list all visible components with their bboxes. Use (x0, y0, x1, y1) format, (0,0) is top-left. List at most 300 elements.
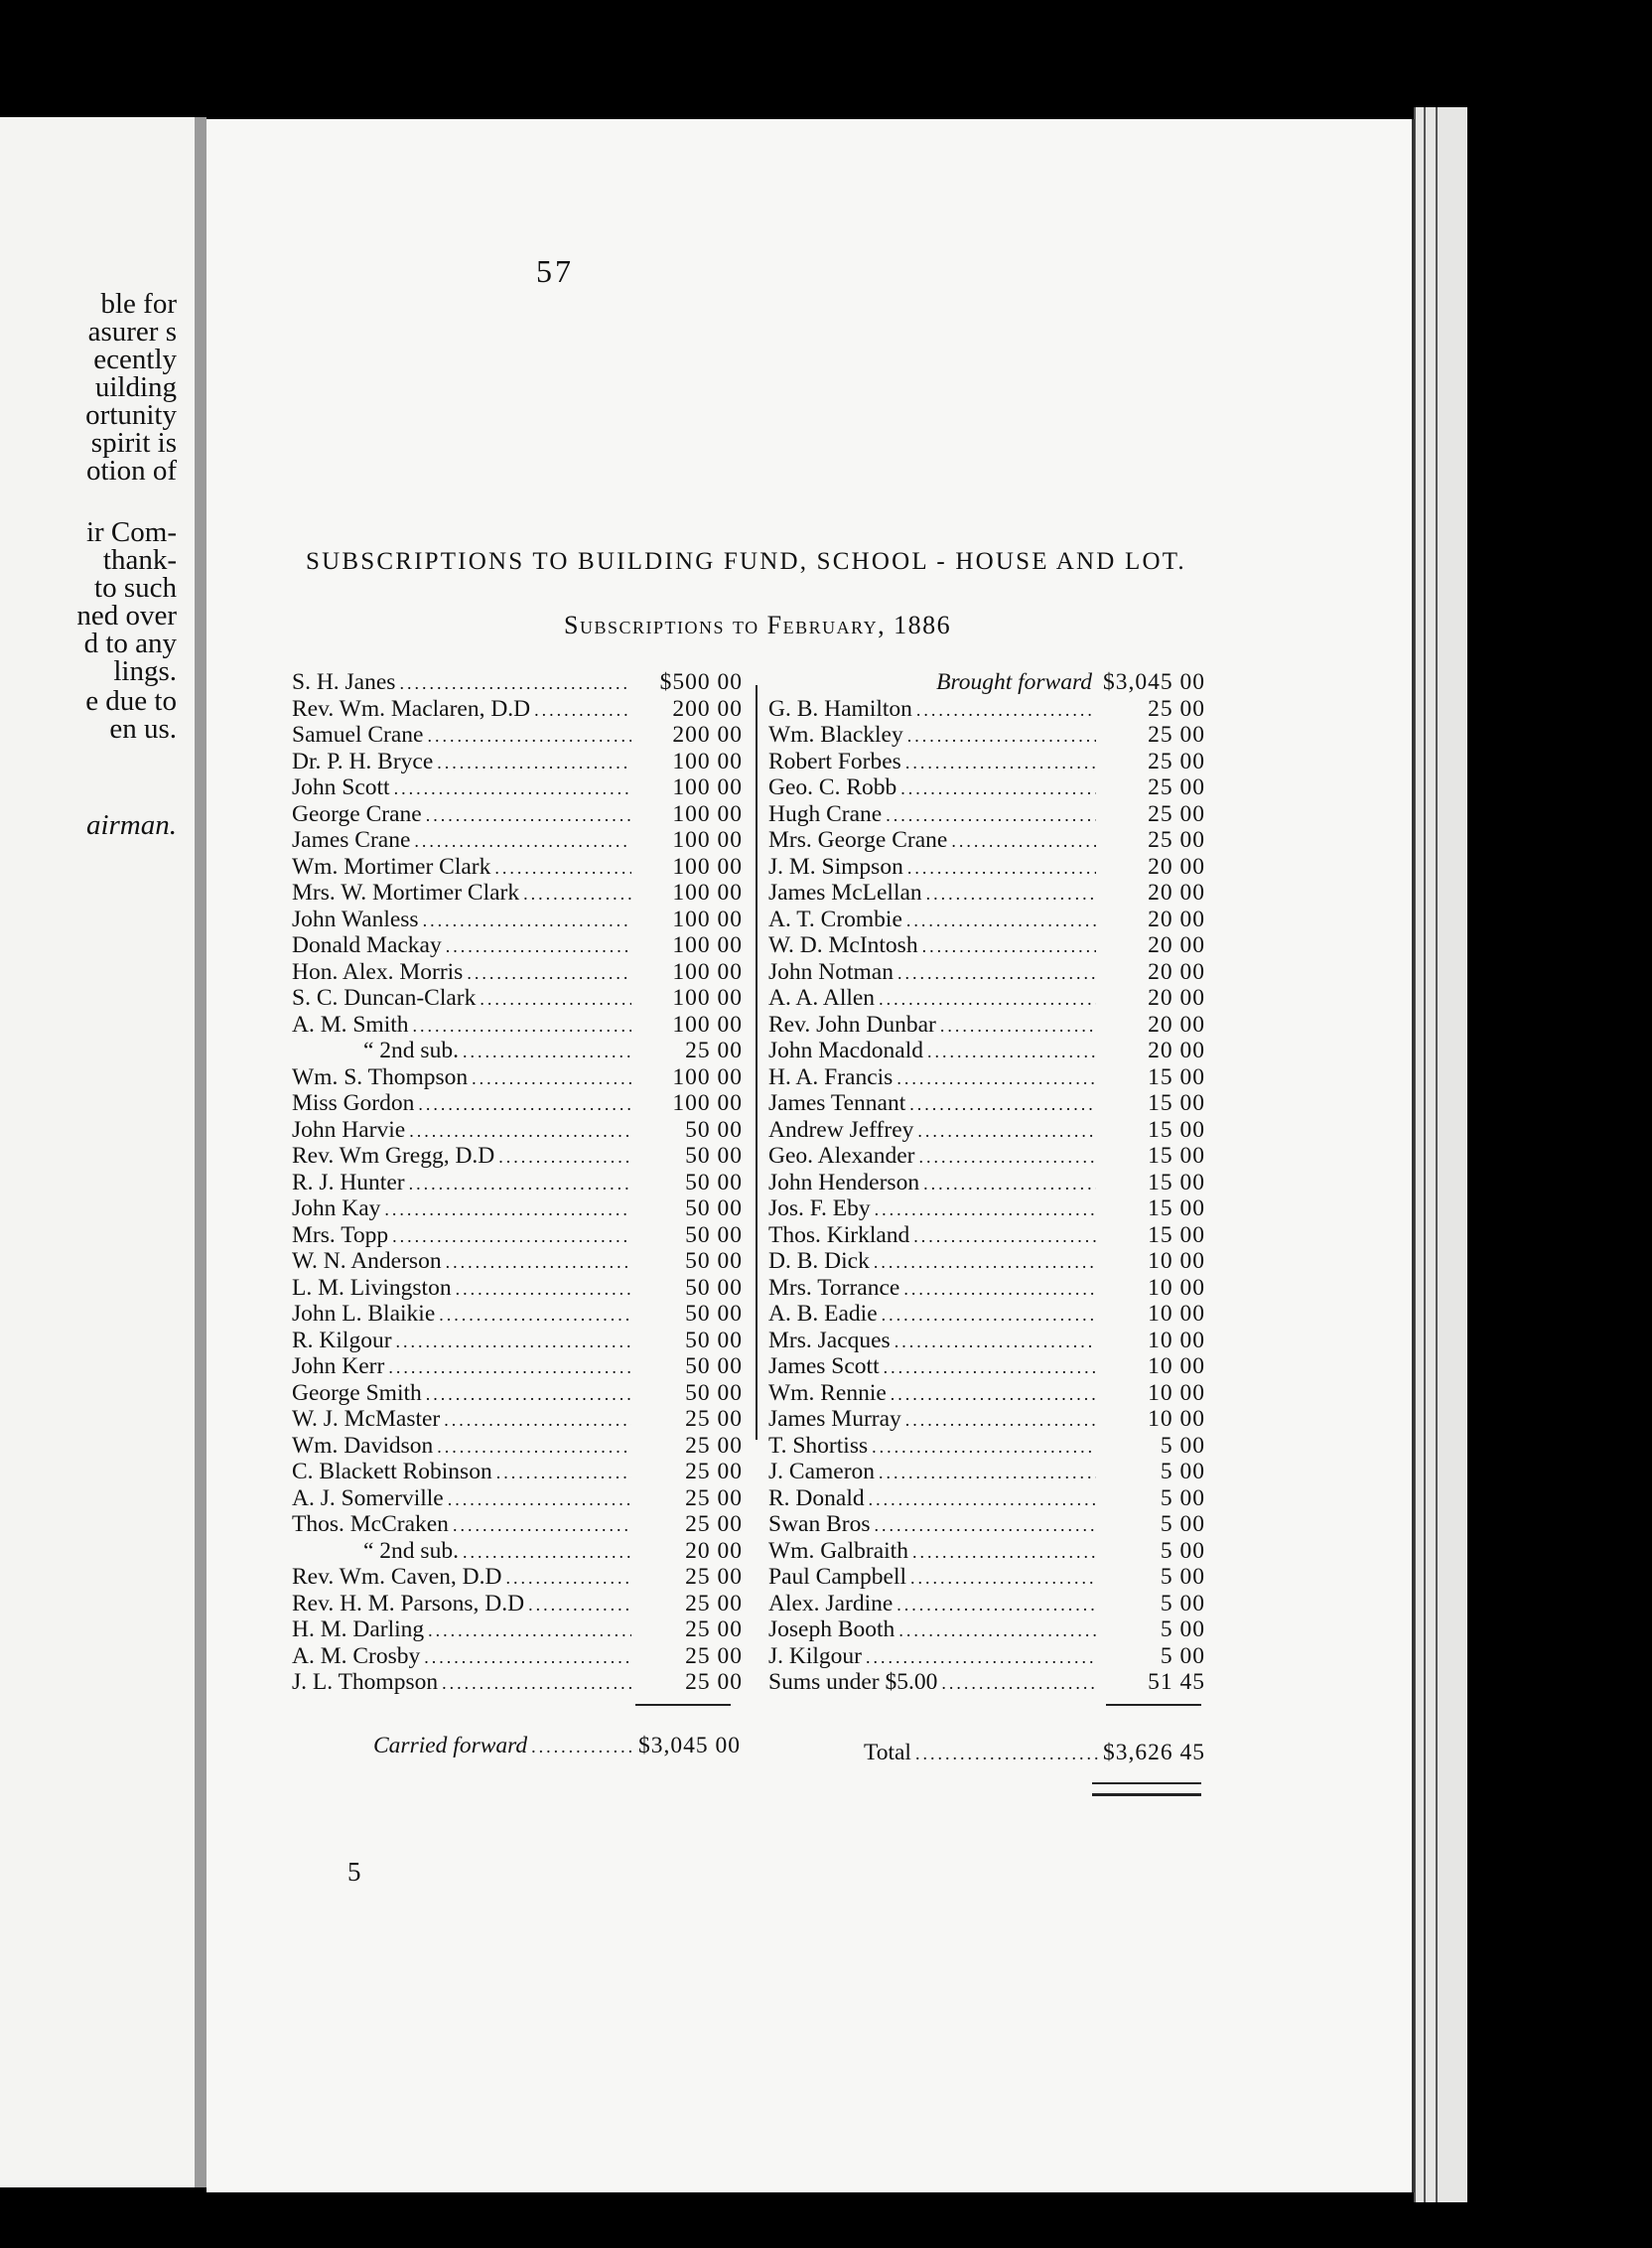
subscription-row (292, 880, 743, 907)
subscription-row (768, 1380, 1205, 1407)
subscription-amount: 200 00 (672, 695, 743, 722)
subscription-amount: 5 00 (1160, 1616, 1205, 1642)
subscription-amount: 25 00 (685, 1038, 743, 1063)
subscription-amount: 5 00 (1160, 1432, 1205, 1459)
subscription-amount: 25 00 (1148, 748, 1205, 774)
subscription-amount: 15 00 (1148, 1090, 1205, 1116)
left-page-text-fragment: spirit is (90, 427, 177, 459)
subscription-row (292, 1064, 743, 1091)
subscription-row (768, 1195, 1205, 1222)
leader-dots (898, 1617, 1096, 1644)
subscription-amount: 50 00 (685, 1379, 743, 1406)
subscriptions-left-column (292, 669, 743, 1706)
carried-forward-amount: $3,045 00 (638, 1733, 741, 1758)
leader-dots (424, 1644, 631, 1671)
subscription-row (768, 1433, 1205, 1460)
leader-dots (414, 828, 631, 855)
subscription-amount: 200 00 (672, 722, 743, 748)
subscription-row (292, 907, 743, 933)
subscriber-name: A. A. Allen (768, 985, 876, 1011)
leader-dots (444, 1407, 631, 1434)
subscriber-name: C. Blackett Robinson (292, 1459, 492, 1484)
leader-dots (446, 1249, 631, 1276)
subscriber-name: John Henderson (768, 1169, 920, 1195)
page-edge (1414, 107, 1424, 2202)
leader-dots (409, 1171, 631, 1197)
subscription-row (768, 880, 1205, 907)
leader-dots (913, 1223, 1096, 1250)
subscriber-name: Hon. Alex. Morris (292, 958, 464, 985)
subscriber-name: Robert Forbes (768, 748, 901, 774)
subscription-row (292, 985, 743, 1012)
subscription-amount: 25 00 (685, 1484, 743, 1511)
subscriber-name: J. L. Thompson (292, 1669, 439, 1695)
subscription-amount: 20 00 (685, 1537, 743, 1564)
leader-dots (396, 1329, 631, 1355)
page-title: SUBSCRIPTIONS TO BUILDING FUND, SCHOOL - HOUSE AND LOT. (306, 548, 1186, 575)
subscription-amount: 50 00 (685, 1327, 743, 1353)
subscription-amount: 10 00 (1148, 1379, 1205, 1406)
subscriber-name: John L. Blaikie (292, 1301, 436, 1327)
subscription-row (768, 801, 1205, 828)
subscription-amount: 25 00 (685, 1669, 743, 1695)
left-page-text-fragment: lings. (113, 655, 177, 687)
subscriber-name: “ 2nd sub. (363, 1038, 459, 1063)
left-page-text-fragment: to such (94, 572, 177, 604)
subscription-amount: 50 00 (685, 1143, 743, 1169)
subscription-amount: 50 00 (685, 1274, 743, 1301)
total-amount: $3,626 45 (1103, 1740, 1205, 1765)
subscription-amount: 20 00 (1148, 906, 1205, 932)
subscriber-name: Mrs. George Crane (768, 827, 948, 853)
subscriber-name: Rev. Wm. Maclaren, D.D (292, 695, 531, 722)
leader-dots (448, 1486, 631, 1513)
subscription-row (768, 1143, 1205, 1170)
subscription-amount: 15 00 (1148, 1169, 1205, 1195)
subscriber-name: W. D. McIntosh (768, 932, 918, 958)
subscription-amount: 20 00 (1148, 1038, 1205, 1063)
leader-dots (872, 1434, 1096, 1461)
leader-dots (413, 1013, 631, 1040)
brought-forward-row (768, 669, 1205, 696)
leader-dots (895, 1329, 1096, 1355)
subscription-amount: 5 00 (1160, 1459, 1205, 1484)
subscription-amount: 15 00 (1148, 1195, 1205, 1221)
subscription-amount: 100 00 (672, 1063, 743, 1090)
leader-dots (869, 1486, 1096, 1513)
subscription-row (768, 1669, 1205, 1696)
leader-dots (418, 1091, 631, 1118)
subscription-row (768, 1538, 1205, 1565)
subscriber-name: James McLellan (768, 880, 922, 906)
subscriber-name: Hugh Crane (768, 800, 883, 827)
subscription-amount: 50 00 (685, 1221, 743, 1248)
subscription-amount: 50 00 (685, 1169, 743, 1195)
subscription-amount: 100 00 (672, 774, 743, 800)
subscription-row (292, 749, 743, 775)
subscriber-name: Mrs. W. Mortimer Clark (292, 880, 520, 906)
subscriber-name: Wm. Mortimer Clark (292, 853, 491, 880)
subscription-row (292, 1591, 743, 1617)
subscriber-name: R. Donald (768, 1484, 865, 1511)
carried-forward-label: Carried forward (373, 1733, 528, 1758)
subscriber-name: Joseph Booth (768, 1616, 895, 1642)
leader-dots (905, 750, 1096, 776)
subscription-row (768, 827, 1205, 854)
subscription-amount: 25 00 (1148, 722, 1205, 748)
subscription-amount: 25 00 (685, 1564, 743, 1590)
leader-dots (941, 1670, 1096, 1697)
subscription-row (768, 1012, 1205, 1039)
subscriber-name: John Wanless (292, 906, 419, 932)
subscription-row (768, 1643, 1205, 1670)
leader-dots (384, 1196, 631, 1223)
subscriber-name: J. Cameron (768, 1459, 876, 1484)
leader-dots (886, 802, 1096, 829)
leader-dots (426, 802, 631, 829)
subscription-row (292, 827, 743, 854)
carried-forward-row (373, 1733, 741, 1759)
leader-dots (467, 960, 631, 987)
leader-dots (907, 723, 1096, 750)
subscription-amount: 50 00 (685, 1301, 743, 1327)
signature-mark: 5 (347, 1857, 361, 1887)
leader-dots (494, 855, 631, 882)
subscription-row (768, 1222, 1205, 1249)
subscription-row (292, 1143, 743, 1170)
leader-dots (866, 1644, 1096, 1671)
leader-dots (423, 908, 631, 934)
subscription-amount: 10 00 (1148, 1274, 1205, 1301)
subscription-amount: 50 00 (685, 1353, 743, 1379)
leader-dots (916, 697, 1096, 724)
left-page-text-fragment: ned over (76, 600, 177, 632)
left-page-text-fragment: thank- (102, 544, 177, 576)
left-page-text-fragment: ortunity (85, 399, 177, 431)
subscription-row (292, 1012, 743, 1039)
subscription-amount: 5 00 (1160, 1511, 1205, 1537)
subscriber-name: D. B. Dick (768, 1248, 870, 1274)
subscription-amount: 10 00 (1148, 1248, 1205, 1274)
subscription-row (768, 1353, 1205, 1380)
subscription-row (768, 696, 1205, 723)
subscriber-name: Wm. S. Thompson (292, 1063, 469, 1090)
subscriber-name: Mrs. Torrance (768, 1274, 900, 1301)
subscription-row (292, 1117, 743, 1144)
subscriber-name: Rev. H. M. Parsons, D.D (292, 1590, 525, 1616)
subscription-row (768, 1090, 1205, 1117)
subscription-row (292, 1090, 743, 1117)
subscription-amount: 100 00 (672, 932, 743, 958)
leader-dots (427, 723, 631, 750)
left-page-text-fragment: d to any (83, 628, 177, 659)
subscription-row (292, 774, 743, 801)
subscription-row (292, 1328, 743, 1354)
subscription-amount: 5 00 (1160, 1537, 1205, 1564)
subscription-row (292, 801, 743, 828)
leader-dots (903, 1276, 1096, 1303)
subscriber-name: G. B. Hamilton (768, 695, 912, 722)
subscription-row (292, 1170, 743, 1196)
page-subtitle: Subscriptions to February, 1886 (564, 611, 952, 639)
leader-dots (394, 775, 631, 802)
subscription-amount: 25 00 (685, 1590, 743, 1616)
subscriber-name: John Scott (292, 774, 390, 800)
leader-dots (388, 1354, 631, 1381)
leader-dots (882, 1302, 1096, 1329)
subscriber-name: John Harvie (292, 1116, 406, 1143)
subscription-row (768, 1301, 1205, 1328)
leader-dots (879, 986, 1096, 1013)
subscription-amount: 15 00 (1148, 1063, 1205, 1090)
subscriber-name: James Crane (292, 827, 411, 853)
subscriber-name: James Scott (768, 1353, 880, 1379)
leader-dots (456, 1276, 631, 1303)
leader-dots (879, 1460, 1096, 1486)
leader-dots (463, 1539, 631, 1566)
subscriber-name: L. M. Livingston (292, 1274, 452, 1301)
left-page-text-fragment: en us. (109, 713, 177, 745)
subscription-amount: 50 00 (685, 1248, 743, 1274)
subscription-row (768, 854, 1205, 881)
subscription-row (768, 1511, 1205, 1538)
leader-dots (884, 1354, 1096, 1381)
subscription-row (292, 1275, 743, 1302)
subscription-amount: 100 00 (672, 906, 743, 932)
subscription-row (768, 1117, 1205, 1144)
left-page-text-fragment: ecently (93, 344, 177, 375)
left-page-text-fragment: uilding (94, 371, 177, 403)
subscription-row (768, 1064, 1205, 1091)
subscription-amount: 10 00 (1148, 1353, 1205, 1379)
subscriber-name: A. M. Crosby (292, 1642, 421, 1669)
leader-dots (922, 933, 1096, 960)
leader-dots (531, 1737, 634, 1757)
subscription-amount: 10 00 (1148, 1301, 1205, 1327)
subscription-row (768, 1406, 1205, 1433)
leader-dots (896, 1592, 1096, 1618)
subscriber-name: W. J. McMaster (292, 1406, 441, 1432)
subscriber-name: John Kerr (292, 1353, 385, 1379)
subscriber-name: Rev. John Dunbar (768, 1011, 936, 1038)
subscriber-name: A. B. Eadie (768, 1301, 878, 1327)
leader-dots (453, 1512, 631, 1539)
subscriber-name: Mrs. Topp (292, 1221, 389, 1248)
subscriber-name: Dr. P. H. Bryce (292, 748, 434, 774)
subscriber-name: James Murray (768, 1406, 901, 1432)
subscriber-name: James Tennant (768, 1090, 906, 1116)
subscription-row (292, 1538, 743, 1565)
subscriber-name: “ 2nd sub. (363, 1537, 459, 1564)
leader-dots (409, 1118, 631, 1145)
subscriber-name: Andrew Jeffrey (768, 1116, 914, 1143)
subscriber-name: John Kay (292, 1195, 381, 1221)
subscription-amount: 100 00 (672, 1011, 743, 1038)
leader-dots (439, 1302, 631, 1329)
leader-dots (923, 1171, 1096, 1197)
subscriber-name: Rev. Wm. Caven, D.D (292, 1564, 502, 1590)
subscription-row (292, 1353, 743, 1380)
subscription-row (768, 1485, 1205, 1512)
subscription-row (292, 1222, 743, 1249)
total-row (864, 1740, 1205, 1766)
subscription-amount: 100 00 (672, 827, 743, 853)
leader-dots (897, 960, 1096, 987)
leader-dots (951, 828, 1096, 855)
subscriber-name: Alex. Jardine (768, 1590, 894, 1616)
leader-dots (472, 1065, 631, 1092)
subscriber-name: S. H. Janes (292, 669, 396, 695)
page-edge (1424, 107, 1436, 2202)
leader-dots (926, 881, 1096, 908)
subscription-row (768, 1275, 1205, 1302)
subscriber-name: Wm. Rennie (768, 1379, 887, 1406)
subscription-amount: 10 00 (1148, 1406, 1205, 1432)
total-label: Total (864, 1740, 911, 1765)
subscriber-name: Donald Mackay (292, 932, 442, 958)
subtotal-rule (635, 1704, 731, 1706)
leader-dots (905, 1407, 1096, 1434)
page-edge (1436, 107, 1467, 2202)
leader-dots (437, 750, 631, 776)
brought-forward-amount: $3,045 00 (1103, 669, 1205, 695)
leader-dots (909, 1091, 1096, 1118)
subscriber-name: Mrs. Jacques (768, 1327, 891, 1353)
left-page-text-fragment: asurer s (87, 316, 177, 348)
subscriber-name: Geo. Alexander (768, 1143, 915, 1169)
subscription-row (768, 1328, 1205, 1354)
subscriber-name: Swan Bros (768, 1511, 871, 1537)
leader-dots (910, 1565, 1096, 1592)
subscriber-name: Paul Campbell (768, 1564, 907, 1590)
subscriber-name: John Macdonald (768, 1038, 923, 1063)
leader-dots (428, 1617, 631, 1644)
left-page-text-fragment: airman. (85, 809, 177, 841)
leader-dots (426, 1381, 631, 1408)
subscription-row (292, 959, 743, 986)
subscription-amount: 15 00 (1148, 1143, 1205, 1169)
leader-dots (900, 775, 1096, 802)
leader-dots (874, 1249, 1096, 1276)
leader-dots (442, 1670, 631, 1697)
book-gutter (195, 117, 206, 2187)
subscription-amount: 15 00 (1148, 1116, 1205, 1143)
leader-dots (917, 1118, 1096, 1145)
subscription-amount: 15 00 (1148, 1221, 1205, 1248)
subscription-row (292, 1669, 743, 1696)
subscription-row (292, 1248, 743, 1275)
subscription-row (292, 1564, 743, 1591)
subscriber-name: Geo. C. Robb (768, 774, 897, 800)
column-divider (756, 685, 757, 1440)
subscriber-name: John Notman (768, 958, 894, 985)
subscription-amount: 25 00 (1148, 827, 1205, 853)
subscriber-name: H. M. Darling (292, 1616, 425, 1642)
subscription-amount: 5 00 (1160, 1642, 1205, 1669)
leader-dots (463, 1039, 631, 1065)
subscription-row (768, 1591, 1205, 1617)
subscription-amount: 25 00 (685, 1511, 743, 1537)
subscriber-name: R. Kilgour (292, 1327, 392, 1353)
subscription-row (292, 1301, 743, 1328)
leader-dots (399, 670, 631, 697)
subscription-row (768, 1038, 1205, 1064)
subscription-row (292, 1433, 743, 1460)
subscriber-name: A. J. Somerville (292, 1484, 444, 1511)
leader-dots (523, 881, 631, 908)
subscription-amount: 20 00 (1148, 880, 1205, 906)
leader-dots (496, 1460, 631, 1486)
subscription-row (292, 1380, 743, 1407)
subscription-amount: 20 00 (1148, 1011, 1205, 1038)
subscriber-name: Sums under $5.00 (768, 1669, 938, 1695)
subscriber-name: W. N. Anderson (292, 1248, 442, 1274)
subscription-row (292, 1406, 743, 1433)
subscription-row (768, 722, 1205, 749)
subscription-row (768, 1170, 1205, 1196)
subscription-amount: 20 00 (1148, 932, 1205, 958)
subscription-row (292, 1195, 743, 1222)
subtotal-rule (1106, 1704, 1201, 1706)
subscription-amount: 5 00 (1160, 1590, 1205, 1616)
leader-dots (940, 1013, 1096, 1040)
subscription-row (292, 1511, 743, 1538)
subscription-amount: 100 00 (672, 1090, 743, 1116)
leader-dots (907, 855, 1096, 882)
subscription-amount: 50 00 (685, 1195, 743, 1221)
total-double-rule (1092, 1782, 1201, 1796)
leader-dots (534, 697, 631, 724)
subscriptions-right-column (768, 669, 1205, 1706)
subscriber-name: A. T. Crombie (768, 906, 902, 932)
subscription-amount: 50 00 (685, 1116, 743, 1143)
subscription-row (768, 907, 1205, 933)
subscription-row (292, 1459, 743, 1485)
leader-dots (875, 1512, 1097, 1539)
leader-dots (891, 1381, 1096, 1408)
left-page-text-fragment: otion of (85, 455, 177, 487)
subscriber-name: A. M. Smith (292, 1011, 409, 1038)
subscription-row (768, 749, 1205, 775)
leader-dots (446, 933, 631, 960)
subscription-row (292, 1616, 743, 1643)
subscriber-name: Miss Gordon (292, 1090, 415, 1116)
subscriber-name: Wm. Blackley (768, 722, 903, 748)
subscription-amount: 10 00 (1148, 1327, 1205, 1353)
page-number: 57 (536, 253, 574, 289)
subscriber-name: J. M. Simpson (768, 853, 903, 880)
subscription-row (292, 932, 743, 959)
leader-dots (906, 908, 1096, 934)
subscriber-name: Wm. Davidson (292, 1432, 434, 1459)
subscription-row (768, 774, 1205, 801)
subscription-amount: 20 00 (1148, 985, 1205, 1011)
leader-dots (480, 986, 631, 1013)
subscription-row (768, 932, 1205, 959)
subscription-amount: 5 00 (1160, 1564, 1205, 1590)
subscription-row (768, 1616, 1205, 1643)
subscription-amount: 100 00 (672, 853, 743, 880)
subscriber-name: H. A. Francis (768, 1063, 894, 1090)
subscription-amount: 100 00 (672, 800, 743, 827)
subscription-row (292, 1485, 743, 1512)
left-page-fragment (0, 117, 195, 2187)
subscription-row (768, 985, 1205, 1012)
leader-dots (505, 1565, 631, 1592)
subscription-amount: $500 00 (659, 669, 743, 695)
left-page-text-fragment: e due to (85, 685, 177, 717)
subscription-row (768, 959, 1205, 986)
